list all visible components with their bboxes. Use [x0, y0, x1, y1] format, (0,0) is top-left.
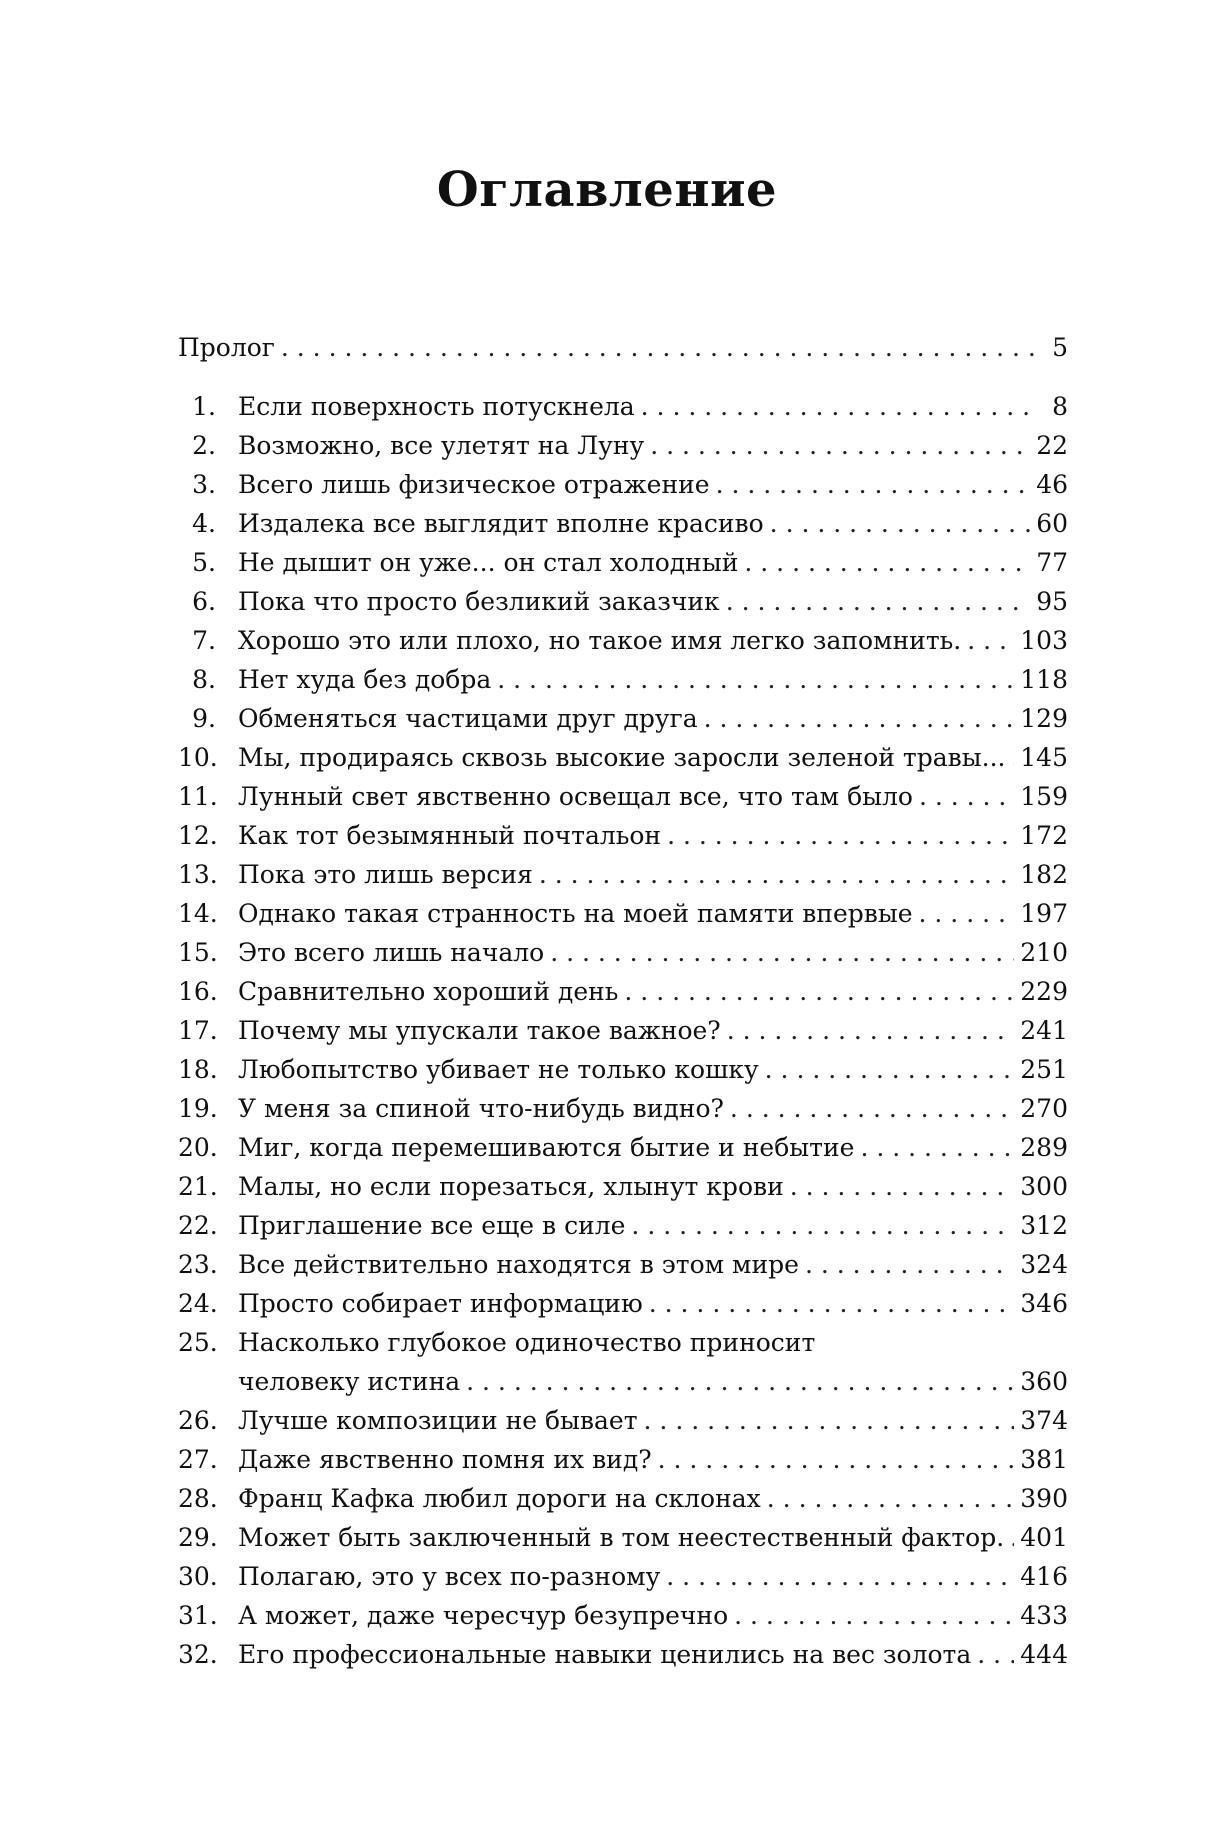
toc-entry-page: 374 — [1020, 1406, 1068, 1435]
toc-entry-title: Пока что просто безликий заказчик — [238, 587, 720, 616]
toc-entry-number: 22. — [178, 1211, 218, 1240]
toc-entry-page: 270 — [1020, 1094, 1068, 1123]
leader-dots — [726, 582, 1031, 621]
leader-dots — [497, 660, 1014, 699]
leader-dots — [860, 1128, 1014, 1167]
toc-entry-page: 300 — [1020, 1172, 1068, 1201]
toc-entry-title: Всего лишь физическое отражение — [238, 470, 710, 499]
toc-entry — [178, 1323, 1068, 1362]
toc-entry — [178, 1167, 1068, 1206]
toc-entry — [178, 933, 1068, 972]
toc-entry-title: Если поверхность потускнела — [238, 392, 635, 421]
toc-entry-continuation — [178, 1362, 1068, 1401]
toc-entry-number: 29. — [178, 1523, 218, 1552]
toc-entry — [178, 1518, 1068, 1557]
toc-entry — [178, 1284, 1068, 1323]
leader-dots — [658, 1440, 1015, 1479]
toc-entry-page: 95 — [1036, 587, 1068, 616]
toc-entry-title: Обменяться частицами друг друга — [238, 704, 698, 733]
toc-entry — [178, 816, 1068, 855]
toc-entry-title-continuation: человеку истина — [238, 1367, 461, 1396]
toc-entry-number: 4. — [192, 509, 216, 538]
toc-entry-title: Это всего лишь начало — [238, 938, 545, 967]
toc-entry-number: 6. — [192, 587, 216, 616]
toc-entry-title: Просто собирает информацию — [238, 1289, 643, 1318]
toc-entry-title: Нет худа без добра — [238, 665, 492, 694]
toc-entry-title: Может быть заключенный в том неестественный фактор. — [238, 1523, 1005, 1552]
toc-entry-title: Полагаю, это у всех по-разному — [238, 1562, 661, 1591]
toc-entry — [178, 660, 1068, 699]
toc-entry-page: 129 — [1020, 704, 1068, 733]
toc-entry-page: 60 — [1036, 509, 1068, 538]
toc-entry-title: Сравнительно хороший день — [238, 977, 619, 1006]
toc-entry-number: 11. — [178, 782, 218, 811]
toc-entry-title: Его профессиональные навыки ценились на вес золота — [238, 1640, 972, 1669]
table-of-contents — [178, 328, 1068, 1674]
toc-entry-number: 5. — [192, 548, 216, 577]
leader-dots — [734, 1596, 1014, 1635]
toc-entry — [178, 504, 1068, 543]
toc-entry-page: 251 — [1020, 1055, 1068, 1084]
toc-entry-title: Лучше композиции не бывает — [238, 1406, 638, 1435]
toc-entry — [178, 582, 1068, 621]
toc-entry-page: 229 — [1020, 977, 1068, 1006]
toc-entry-page: 241 — [1020, 1016, 1068, 1045]
toc-entry — [178, 426, 1068, 465]
toc-entry-page: 46 — [1036, 470, 1068, 499]
toc-entry — [178, 1596, 1068, 1635]
toc-entry — [178, 777, 1068, 816]
toc-entry — [178, 894, 1068, 933]
leader-dots — [539, 855, 1014, 894]
toc-entry-page: 182 — [1020, 860, 1068, 889]
leader-dots — [1011, 738, 1014, 777]
leader-dots — [466, 1362, 1014, 1401]
toc-entry-number: 2. — [192, 431, 216, 460]
toc-entry-number: 18. — [178, 1055, 218, 1084]
leader-dots — [704, 699, 1015, 738]
leader-dots — [644, 1401, 1015, 1440]
toc-entry-title: Даже явственно помня их вид? — [238, 1445, 652, 1474]
leader-dots — [624, 972, 1014, 1011]
toc-entry-number: 31. — [178, 1601, 218, 1630]
toc-entry-page: 416 — [1020, 1562, 1068, 1591]
toc-entry-number: 7. — [192, 626, 216, 655]
toc-entry-page: 210 — [1020, 938, 1068, 967]
toc-entry-title: Пролог — [178, 333, 275, 362]
toc-entry-number: 21. — [178, 1172, 218, 1201]
leader-dots — [770, 504, 1031, 543]
leader-dots — [805, 1245, 1014, 1284]
toc-entry — [178, 1206, 1068, 1245]
toc-entry-number: 28. — [178, 1484, 218, 1513]
toc-entry — [178, 1479, 1068, 1518]
toc-entry-page: 5 — [1052, 333, 1068, 362]
toc-entry-page: 381 — [1020, 1445, 1068, 1474]
toc-entry-page: 360 — [1020, 1367, 1068, 1396]
toc-entry-title: Насколько глубокое одиночество приносит — [238, 1328, 816, 1357]
toc-entry-page: 8 — [1052, 392, 1068, 421]
toc-entry-number: 25. — [178, 1328, 218, 1357]
toc-entry-number: 9. — [192, 704, 216, 733]
toc-entry-title: Мы, продираясь сквозь высокие заросли зеленой травы... — [238, 743, 1006, 772]
toc-entry-title: Как тот безымянный почтальон — [238, 821, 662, 850]
toc-entry-page: 172 — [1020, 821, 1068, 850]
leader-dots — [641, 387, 1038, 426]
toc-entry — [178, 543, 1068, 582]
toc-entry-title: Франц Кафка любил дороги на склонах — [238, 1484, 761, 1513]
toc-entry-page: 22 — [1036, 431, 1068, 460]
toc-entry — [178, 738, 1068, 777]
toc-entry — [178, 1635, 1068, 1674]
toc-entry — [178, 1128, 1068, 1167]
toc-entry-title: Все действительно находятся в этом мире — [238, 1250, 799, 1279]
toc-entry-page: 77 — [1036, 548, 1068, 577]
toc-entry-page: 444 — [1020, 1640, 1068, 1669]
toc-entry — [178, 465, 1068, 504]
toc-entry — [178, 972, 1068, 1011]
toc-entry-title: Почему мы упускали такое важное? — [238, 1016, 721, 1045]
toc-entry-number: 17. — [178, 1016, 218, 1045]
toc-entry-number: 12. — [178, 821, 218, 850]
toc-entry-page: 103 — [1020, 626, 1068, 655]
leader-dots — [666, 1557, 1014, 1596]
leader-dots — [727, 1011, 1015, 1050]
toc-entry — [178, 1050, 1068, 1089]
leader-dots — [919, 777, 1014, 816]
toc-entry-number: 15. — [178, 938, 218, 967]
leader-dots — [977, 1635, 1014, 1674]
toc-entry-page: 346 — [1020, 1289, 1068, 1318]
leader-dots — [919, 894, 1015, 933]
toc-entry-title: Хорошо это или плохо, но такое имя легко запомнить. — [238, 626, 962, 655]
toc-entry-title: Пока это лишь версия — [238, 860, 533, 889]
toc-entry-page: 289 — [1020, 1133, 1068, 1162]
toc-entry-page: 159 — [1020, 782, 1068, 811]
toc-entry-number: 30. — [178, 1562, 218, 1591]
leader-dots — [767, 1479, 1015, 1518]
toc-entry-number: 26. — [178, 1406, 218, 1435]
toc-entry — [178, 1440, 1068, 1479]
leader-dots — [716, 465, 1031, 504]
toc-entry-number: 24. — [178, 1289, 218, 1318]
toc-entry-page: 312 — [1020, 1211, 1068, 1240]
toc-entry-number: 23. — [178, 1250, 218, 1279]
toc-entry-title: Миг, когда перемешиваются бытие и небытие — [238, 1133, 855, 1162]
toc-entry-title: Однако такая странность на моей памяти впервые — [238, 899, 913, 928]
toc-entry-page: 390 — [1020, 1484, 1068, 1513]
leader-dots — [790, 1167, 1015, 1206]
toc-entry — [178, 1401, 1068, 1440]
toc-entry-page: 433 — [1020, 1601, 1068, 1630]
toc-entry — [178, 387, 1068, 426]
toc-entry — [178, 1557, 1068, 1596]
leader-dots — [650, 426, 1030, 465]
toc-entry-page: 197 — [1020, 899, 1068, 928]
toc-entry-page: 401 — [1020, 1523, 1068, 1552]
toc-entry-title: Лунный свет явственно освещал все, что там было — [238, 782, 913, 811]
leader-dots — [744, 543, 1030, 582]
toc-entry-number: 16. — [178, 977, 218, 1006]
leader-dots — [730, 1089, 1014, 1128]
leader-dots — [1010, 1518, 1014, 1557]
toc-entry — [178, 699, 1068, 738]
toc-entry-number: 19. — [178, 1094, 218, 1123]
toc-entry-page: 145 — [1020, 743, 1068, 772]
toc-entry-page: 324 — [1020, 1250, 1068, 1279]
toc-entry-title: А может, даже чересчур безупречно — [238, 1601, 729, 1630]
toc-entry-number: 14. — [178, 899, 218, 928]
leader-dots — [649, 1284, 1015, 1323]
leader-dots — [281, 328, 1038, 367]
toc-entry-number: 27. — [178, 1445, 218, 1474]
toc-entry-title: Приглашение все еще в силе — [238, 1211, 626, 1240]
toc-entry-title: Не дышит он уже... он стал холодный — [238, 548, 739, 577]
toc-entry — [178, 1011, 1068, 1050]
toc-entry-title: Любопытство убивает не только кошку — [238, 1055, 759, 1084]
toc-entry — [178, 1245, 1068, 1284]
toc-entry-title: Издалека все выглядит вполне красиво — [238, 509, 764, 538]
leader-dots — [631, 1206, 1014, 1245]
toc-entry-number: 1. — [192, 392, 216, 421]
leader-dots — [550, 933, 1014, 972]
toc-entry-number: 20. — [178, 1133, 218, 1162]
toc-entry — [178, 855, 1068, 894]
toc-entry-number: 8. — [192, 665, 216, 694]
toc-entry-title: У меня за спиной что-нибудь видно? — [238, 1094, 724, 1123]
leader-dots — [967, 621, 1014, 660]
page-title: Оглавление — [436, 162, 778, 218]
toc-entry-title: Возможно, все улетят на Луну — [238, 431, 645, 460]
leader-dots — [667, 816, 1014, 855]
toc-entry — [178, 621, 1068, 660]
leader-dots — [765, 1050, 1015, 1089]
toc-entry-page: 118 — [1020, 665, 1068, 694]
toc-entry-prologue — [178, 328, 1068, 367]
toc-entry — [178, 1089, 1068, 1128]
toc-entry-number: 32. — [178, 1640, 218, 1669]
toc-entry-number: 3. — [192, 470, 216, 499]
toc-entry-title: Малы, но если порезаться, хлынут крови — [238, 1172, 784, 1201]
toc-entry-number: 13. — [178, 860, 218, 889]
toc-entry-number: 10. — [178, 743, 218, 772]
